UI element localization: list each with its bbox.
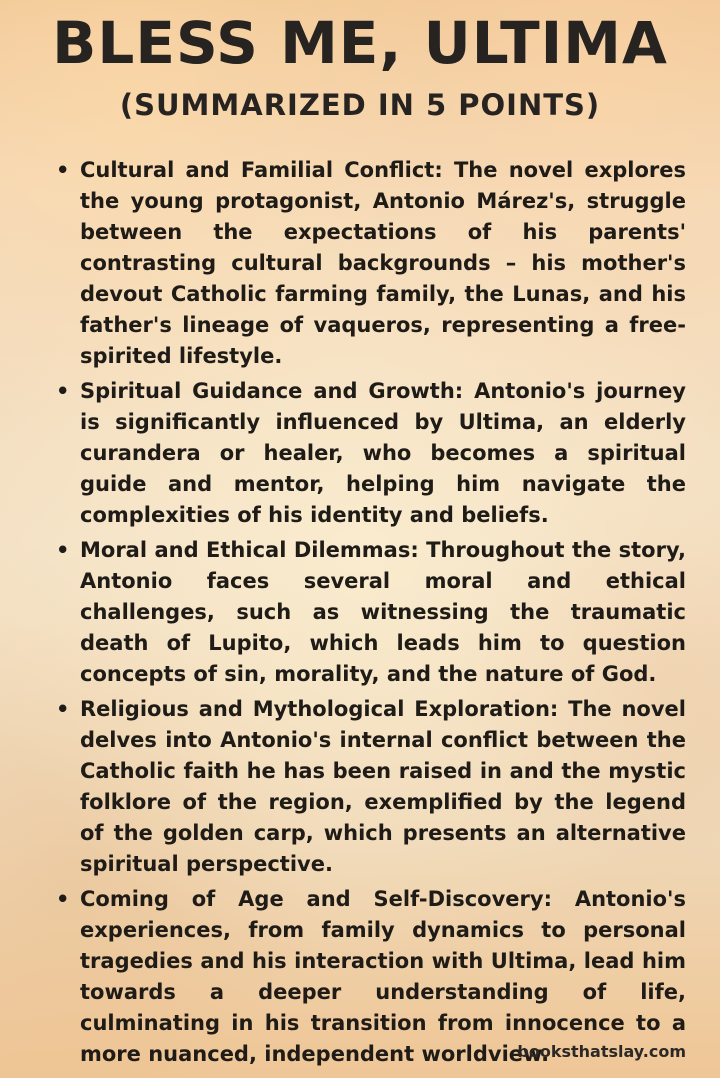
page-title: BLESS ME, ULTIMA [52,9,668,77]
bullet-icon: • [56,697,70,721]
summary-point-4 [56,694,686,880]
summary-point-text: Spiritual Guidance and Growth: Antonio's journey is significantly influenced by Ultima, an elderly curandera or healer, who becomes a spiritual guide and mentor, helping him navigate the complexities of his identity and beliefs. [80,379,686,527]
site-credit: booksthatslay.com [517,1042,686,1061]
bullet-icon: • [56,887,70,911]
summary-point-2 [56,376,686,531]
page-subtitle: (SUMMARIZED IN 5 POINTS) [119,88,601,122]
summary-point-text: Coming of Age and Self-Discovery: Antonio's experiences, from family dynamics to personal tragedies and his interaction with Ultima, lead him towards a deeper understanding of life, culminating in his transition from innocence to a more nuanced, independent worldview. [80,887,686,1066]
summary-point-3 [56,535,686,690]
bullet-icon: • [56,538,70,562]
summary-list [56,155,686,1074]
bullet-icon: • [56,379,70,403]
summary-point-text: Moral and Ethical Dilemmas: Throughout the story, Antonio faces several moral and ethical challenges, such as witnessing the traumatic death of Lupito, which leads him to question concepts of sin, morality, and the nature of God. [80,538,686,686]
summary-point-1 [56,155,686,372]
bullet-icon: • [56,158,70,182]
summary-point-text: Cultural and Familial Conflict: The novel explores the young protagonist, Antonio Márez's, struggle between the expectations of his parents' contrasting cultural backgrounds – his mother's devout Catholic farming family, the Lunas, and his father's lineage of vaqueros, representing a free-spirited lifestyle. [80,158,686,368]
summary-point-text: Religious and Mythological Exploration: The novel delves into Antonio's internal conflict between the Catholic faith he has been raised in and the mystic folklore of the region, exemplified by the legend of the golden carp, which presents an alternative spiritual perspective. [80,697,686,876]
